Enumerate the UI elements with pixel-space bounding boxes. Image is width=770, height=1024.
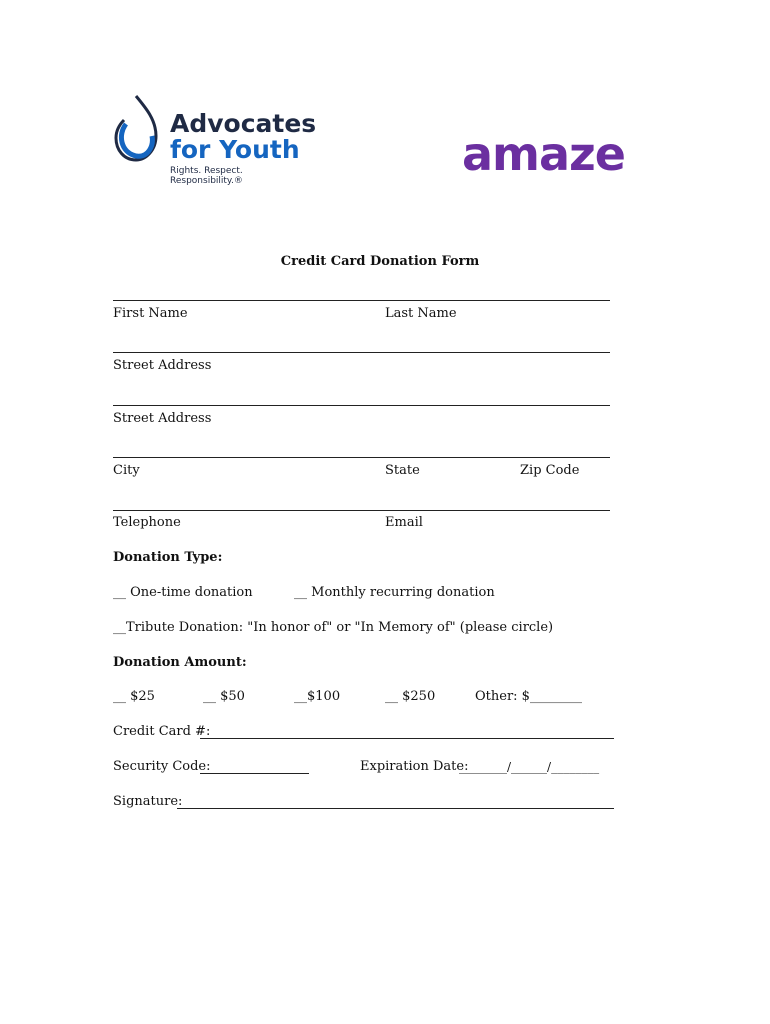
monthly-donation-option[interactable]: __ Monthly recurring donation xyxy=(294,585,495,600)
street-address-label-2: Street Address xyxy=(113,411,212,426)
one-time-donation-option[interactable]: __ One-time donation xyxy=(113,585,253,600)
water-drop-icon xyxy=(112,94,168,166)
donation-type-heading: Donation Type: xyxy=(113,550,223,565)
logo-line1: Advocates xyxy=(170,109,317,138)
amount-25-option[interactable]: __ $25 xyxy=(113,689,155,704)
street-address-line-1[interactable] xyxy=(113,352,610,353)
security-code-label: Security Code: xyxy=(113,759,211,774)
amaze-logo: amaze xyxy=(462,127,625,181)
city-label: City xyxy=(113,463,140,478)
logo-tagline: Rights. Respect. Responsibility.® xyxy=(170,166,243,186)
first-name-label: First Name xyxy=(113,306,188,321)
donation-amount-heading: Donation Amount: xyxy=(113,655,247,670)
state-label: State xyxy=(385,463,420,478)
telephone-email-line[interactable] xyxy=(113,510,610,511)
signature-label: Signature: xyxy=(113,794,183,809)
amount-250-option[interactable]: __ $250 xyxy=(385,689,436,704)
street-address-label-1: Street Address xyxy=(113,358,212,373)
amount-50-option[interactable]: __ $50 xyxy=(203,689,245,704)
tribute-donation-option[interactable]: __Tribute Donation: "In honor of" or "In Memory of" (please circle) xyxy=(113,620,554,635)
email-label: Email xyxy=(385,515,423,530)
amount-other-option[interactable]: Other: $________ xyxy=(475,689,582,704)
signature-field[interactable] xyxy=(177,808,614,809)
logo-line2: for Youth xyxy=(170,135,300,164)
telephone-label: Telephone xyxy=(113,515,181,530)
zip-code-label: Zip Code xyxy=(520,463,580,478)
credit-card-field[interactable] xyxy=(200,738,614,739)
advocates-for-youth-logo xyxy=(112,94,317,186)
expiration-date-label: Expiration Date: xyxy=(360,759,469,774)
street-address-line-2[interactable] xyxy=(113,405,610,406)
last-name-label: Last Name xyxy=(385,306,457,321)
expiration-date-field[interactable]: ________/______/________ xyxy=(459,760,600,774)
form-title: Credit Card Donation Form xyxy=(280,254,480,269)
name-line[interactable] xyxy=(113,300,610,301)
city-state-zip-line[interactable] xyxy=(113,457,610,458)
amount-100-option[interactable]: __$100 xyxy=(294,689,341,704)
credit-card-label: Credit Card #: xyxy=(113,724,211,739)
security-code-field[interactable] xyxy=(200,773,309,774)
